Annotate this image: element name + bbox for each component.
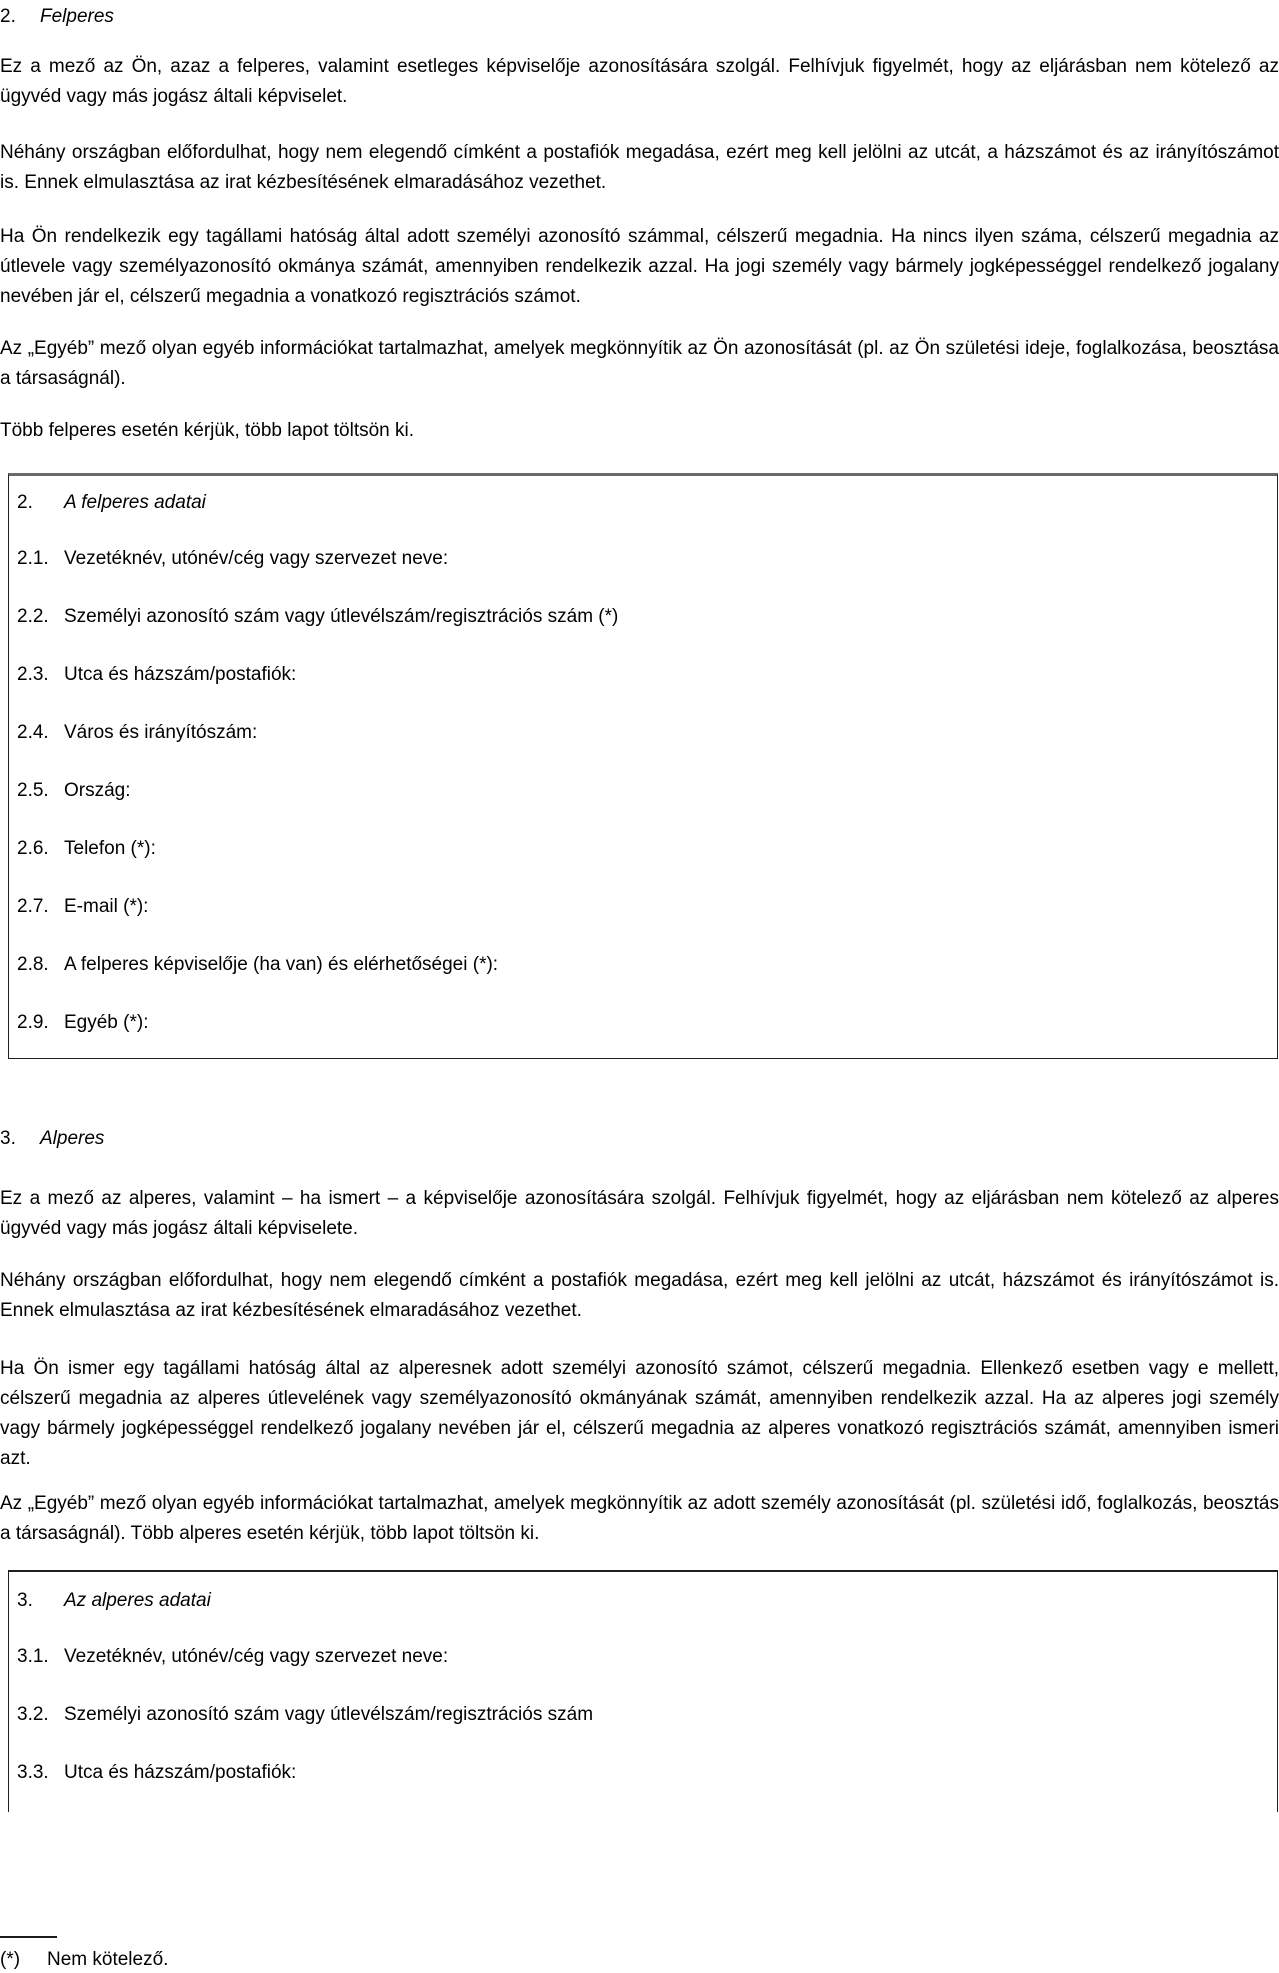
field-label: Személyi azonosító szám vagy útlevélszám/regisztrációs szám (*) [64,606,619,627]
paragraph-alperes-other: Az „Egyéb” mező olyan egyéb információkat tartalmazhat, amelyek megkönnyítik az adott személy azonosítását (pl. születési idő, foglalkozás, beosztás a társaságnál). Több alperes esetén kérjük, több lapot töltsön ki. [0,1493,1279,1544]
form-box-title-label: A felperes adatai [64,492,206,513]
form-box-felperes-adatai [8,473,1278,1059]
section-heading-felperes [0,2,1279,32]
paragraph-felperes-id-number: Ha Ön rendelkezik egy tagállami hatóság által adott személyi azonosító számmal, célszerű megadnia. Ha nincs ilyen száma, célszerű megadnia az útlevele vagy személyazonosító okmánya számát, amennyiben rendelkezik azzal. Ha jogi személy vagy bármely jogképességgel rendelkező jogalany nevében jár el, célszerű megadnia a vonatkozó regisztrációs számot. [0,226,1279,307]
section-number: 2. [0,6,16,27]
form-field [17,1008,1263,1038]
paragraph-alperes-address: Néhány országban előfordulhat, hogy nem elegendő címként a postafiók megadása, ezért meg kell jelölni az utcát, házszámot és irányítószámot is. Ennek elmulasztása az irat kézbesítésének elmaradásához vezethet. [0,1270,1279,1321]
field-label: Vezetéknév, utónév/cég vagy szervezet neve: [64,1646,449,1667]
footnote-divider [0,1936,57,1938]
form-field [17,950,1263,980]
field-label: Utca és házszám/postafiók: [64,664,297,685]
paragraph-felperes-other: Az „Egyéb” mező olyan egyéb információkat tartalmazhat, amelyek megkönnyítik az Ön azonosítását (pl. az Ön születési ideje, foglalkozása, beosztása a társaságnál). [0,338,1279,389]
footnote-text-line [0,1947,168,1973]
form-field [17,544,1263,574]
footnote-text: Nem kötelező. [47,1949,169,1970]
form-field [17,776,1263,806]
form-box-title-label: Az alperes adatai [64,1590,211,1611]
section-title: Felperes [40,6,114,27]
section-number: 3. [0,1128,16,1149]
form-field [17,1700,1263,1730]
field-number: 2.8. [17,954,49,975]
form-box-title [17,488,1263,518]
field-number: 2.6. [17,838,49,859]
field-number: 2. [17,492,33,513]
form-field [17,602,1263,632]
field-label: Ország: [64,780,131,801]
form-field [17,834,1263,864]
footnote-marker: (*) [0,1949,21,1970]
form-field [17,892,1263,922]
field-number: 2.9. [17,1012,49,1033]
form-box-alperes-adatai [8,1570,1278,1812]
field-number: 2.2. [17,606,49,627]
field-label: A felperes képviselője (ha van) és elérhetőségei (*): [64,954,499,975]
form-field [17,1758,1263,1788]
field-number: 3. [17,1590,33,1611]
section-heading-alperes [0,1124,1279,1154]
paragraph-felperes-multiple: Több felperes esetén kérjük, több lapot töltsön ki. [0,420,415,441]
form-field [17,718,1263,748]
field-number: 2.5. [17,780,49,801]
form-box-title [17,1586,1263,1616]
field-label: Város és irányítószám: [64,722,258,743]
field-number: 2.3. [17,664,49,685]
field-number: 2.1. [17,548,49,569]
paragraph-felperes-address: Néhány országban előfordulhat, hogy nem elegendő címként a postafiók megadása, ezért meg kell jelölni az utcát, a házszámot és az irányítószámot is. Ennek elmulasztása az irat kézbesítésének elmaradásához vezethet. [0,142,1279,193]
field-number: 2.7. [17,896,49,917]
field-label: Telefon (*): [64,838,156,859]
form-field [17,1642,1263,1672]
field-label: E-mail (*): [64,896,149,917]
section-title: Alperes [40,1128,105,1149]
field-number: 3.3. [17,1762,49,1783]
field-number: 3.1. [17,1646,49,1667]
document-page [0,2,1279,1812]
field-number: 2.4. [17,722,49,743]
form-field [17,660,1263,690]
footnote [0,1936,168,1973]
paragraph-alperes-intro: Ez a mező az alperes, valamint – ha ismert – a képviselője azonosítására szolgál. Felhívjuk figyelmét, hogy az eljárásban nem kötelező az alperes ügyvéd vagy más jogász általi képviselete. [0,1188,1279,1239]
field-label: Egyéb (*): [64,1012,149,1033]
field-number: 3.2. [17,1704,49,1725]
paragraph-alperes-id-number: Ha Ön ismer egy tagállami hatóság által az alperesnek adott személyi azonosító számot, célszerű megadnia. Ellenkező esetben vagy e mellett, célszerű megadnia az alperes útlevelének vagy személyazonosító okmányának számát, amennyiben rendelkezik azzal. Ha az alperes jogi személy vagy bármely jogképességgel rendelkező jogalany nevében jár el, célszerű megadnia az alperes vonatkozó regisztrációs számát, amennyiben ismeri azt. [0,1358,1279,1469]
field-label: Személyi azonosító szám vagy útlevélszám/regisztrációs szám [64,1704,594,1725]
field-label: Vezetéknév, utónév/cég vagy szervezet neve: [64,548,449,569]
field-label: Utca és házszám/postafiók: [64,1762,297,1783]
paragraph-felperes-intro: Ez a mező az Ön, azaz a felperes, valamint esetleges képviselője azonosítására szolgál. Felhívjuk figyelmét, hogy az eljárásban nem kötelező az ügyvéd vagy más jogász általi képviselet. [0,56,1279,107]
